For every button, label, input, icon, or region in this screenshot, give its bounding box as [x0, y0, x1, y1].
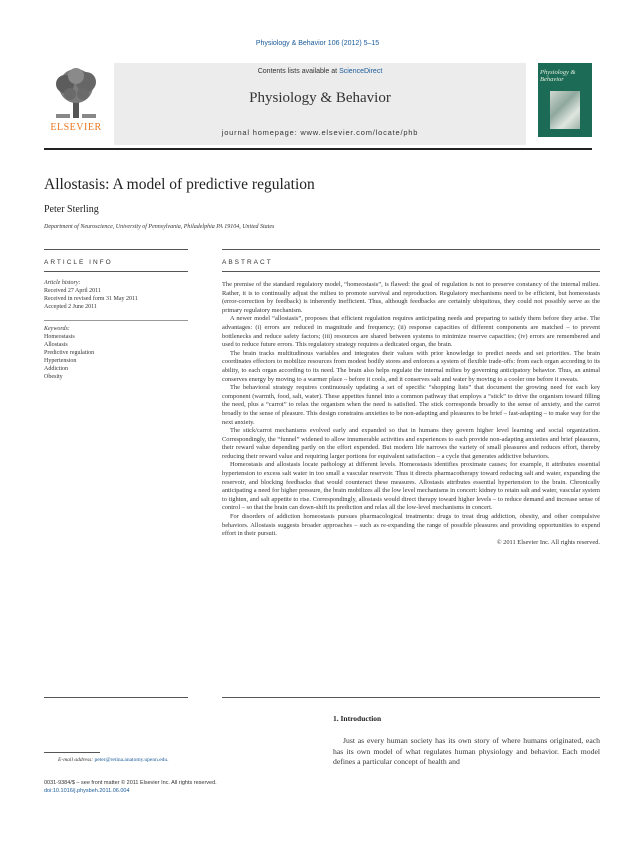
keyword-item: Homeostasis	[44, 334, 75, 340]
header-rule	[44, 148, 592, 150]
info-heading-rule	[44, 271, 188, 272]
abstract-paragraph: For disorders of addiction homeostasis pursues pharmacological treatments: drugs to treat drug addiction, obesity, and other compulsive behaviors. Allostasis suggests broader approaches – such as re-expanding the range of possible pleasures and providing opportunities to expend effort in their pursuit.	[222, 513, 600, 538]
author-email-link[interactable]: peter@retina.anatomy.upenn.edu.	[94, 757, 169, 763]
abstract-paragraph: The brain tracks multitudinous variables and integrates their values with prior knowledge to predict needs and set priorities. The brain coordinates effectors to mobilize resources from modest bodily stores and enforces a system of flexible trade-offs: from each organ according to its ability, to each organ according to its need. The brain also helps regulate the internal milieu by governing anticipatory behavior. Thus, an animal conserves energy by moving to a warmer place – before it cools, and it conserves salt and water by moving to a cooler one before it sweats.	[222, 349, 600, 383]
article-history	[44, 279, 188, 311]
history-accepted: Accepted 2 June 2011	[44, 304, 97, 310]
doi-link[interactable]: doi:10.1016/j.physbeh.2011.06.004	[44, 788, 130, 794]
keyword-item: Predictive regulation	[44, 350, 95, 356]
keyword-item: Addiction	[44, 366, 68, 372]
keywords-label: Keywords:	[44, 326, 70, 332]
abstract-heading: ABSTRACT	[222, 259, 273, 266]
author-email-footnote	[58, 757, 169, 763]
abstract-heading-rule	[222, 271, 600, 272]
front-matter	[44, 779, 217, 795]
journal-title: Physiology & Behavior	[249, 90, 391, 106]
cover-image	[550, 91, 580, 129]
abstract-paragraph: A newer model “allostasis”, proposes that efficient regulation requires anticipating needs and preparing to satisfy them before they arise. The advantages: (i) errors are reduced in magnitude and frequency; (ii) response capacities of different components are matched – to prevent bottlenecks and reduce safety factors; (iii) resources are shared between systems to minimize reserve capacities; (iv) errors are remembered and used to reduce future errors. This regulatory strategy requires a dedicated organ, the brain.	[222, 315, 600, 349]
abstract-bottom-rule	[222, 697, 600, 698]
author-affiliation: Department of Neuroscience, University of Pennsylvania, Philadelphia PA 19104, United States	[44, 224, 275, 230]
abstract-body	[222, 281, 600, 547]
intro-text: Just as every human society has its own story of where humans originated, each has its own model of what regulates human physiology and behavior. Each model defines a particular concept of health and	[333, 736, 600, 766]
cover-title: Physiology & Behavior	[540, 69, 576, 83]
elsevier-logo	[44, 66, 108, 136]
keyword-item: Hypertension	[44, 358, 77, 364]
keyword-item: Allostasis	[44, 342, 68, 348]
abstract-copyright: © 2011 Elsevier Inc. All rights reserved.	[496, 538, 600, 546]
history-label: Article history:	[44, 280, 81, 286]
article-author: Peter Sterling	[44, 204, 99, 215]
issn-line: 0031-9384/$ – see front matter © 2011 Elsevier Inc. All rights reserved.	[44, 780, 217, 786]
article-title: Allostasis: A model of predictive regulation	[44, 176, 315, 193]
history-received: Received 27 April 2011	[44, 288, 101, 294]
abstract-paragraph: Homeostasis and allostasis locate pathology at different levels. Homeostasis identifies proximate causes; for example, it attributes essential hypertension to excess salt water in too small a vascular reservoir. Thus it directs pharmacotherapy toward reducing salt and water, expanding the reservoir, and blocking feedbacks that would counteract these measures. Allostasis attributes essential hypertension to the brain. Chronically anticipating a need for higher pressure, the brain mobilizes all the low level mechanisms in concert: kidney to retain salt and water, vascular system to tighten, and salt appetite to rise. Correspondingly, allostasis would direct therapy toward higher levels – to reduce demand and increase sense of control – so that the brain can down-shift its prediction and relax all the low-level mechanisms in concert.	[222, 461, 600, 512]
keyword-item: Obesity	[44, 374, 63, 380]
elsevier-tree-icon	[50, 66, 102, 120]
abstract-paragraph: The stick/carrot mechanisms evolved early and expanded so that in humans they govern higher level learning and social organization. Correspondingly, the “funnel” widened to allow innumerable activities and experiences to each provide non-adapting anxieties and brief pleasures, their reward value depending partly on the effort expended. But modern life narrows the variety of small pleasures and reduces effort, thereby reducing their reward value and requiring larger portions for equivalent satisfaction – a cycle that generates addictive behaviors.	[222, 427, 600, 460]
intro-heading: 1. Introduction	[333, 714, 382, 723]
journal-homepage[interactable]: journal homepage: www.elsevier.com/locate/phb	[221, 128, 419, 137]
keywords-block	[44, 325, 188, 381]
info-bottom-rule	[44, 697, 188, 698]
abstract-paragraph: The behavioral strategy requires continuously updating a set of specific “shopping lists” that document the growing need for each key component (warmth, food, salt, water). These appetites funnel into a common pathway that employs a “stick” to drive the organism toward filling the need, plus a “carrot” to relax the organism when the need is satisfied. The stick corresponds broadly to the sense of anxiety, and the carrot broadly to the sense of pleasure. This design constrains anxieties to be non-adapting and pleasures to be brief – fast-adapting – to make way for the next anxiety.	[222, 384, 600, 426]
info-divider	[44, 320, 188, 321]
contents-line	[114, 68, 526, 75]
elsevier-wordmark: ELSEVIER	[50, 122, 102, 133]
email-label: E-mail address:	[58, 757, 94, 763]
history-revised: Received in revised form 31 May 2011	[44, 296, 138, 302]
info-top-rule	[44, 249, 188, 250]
abstract-paragraph: The premise of the standard regulatory model, “homeostasis”, is flawed: the goal of regulation is not to preserve constancy of the internal milieu. Rather, it is to continually adjust the milieu to promote survival and reproduction. Regulatory mechanisms need to be efficient, but homeostasis (error-correction by feedback) is inherently inefficient. Thus, although feedbacks are certainly ubiquitous, they could not possibly serve as the primary regulatory mechanism.	[222, 281, 600, 314]
journal-citation[interactable]: Physiology & Behavior 106 (2012) 5–15	[255, 40, 380, 47]
sciencedirect-link[interactable]: ScienceDirect	[339, 68, 383, 75]
journal-cover	[538, 63, 592, 137]
footnote-rule	[44, 752, 100, 753]
abstract-top-rule	[222, 249, 600, 250]
article-info-heading: ARTICLE INFO	[44, 259, 113, 266]
contents-prefix: Contents lists available at	[257, 68, 338, 75]
